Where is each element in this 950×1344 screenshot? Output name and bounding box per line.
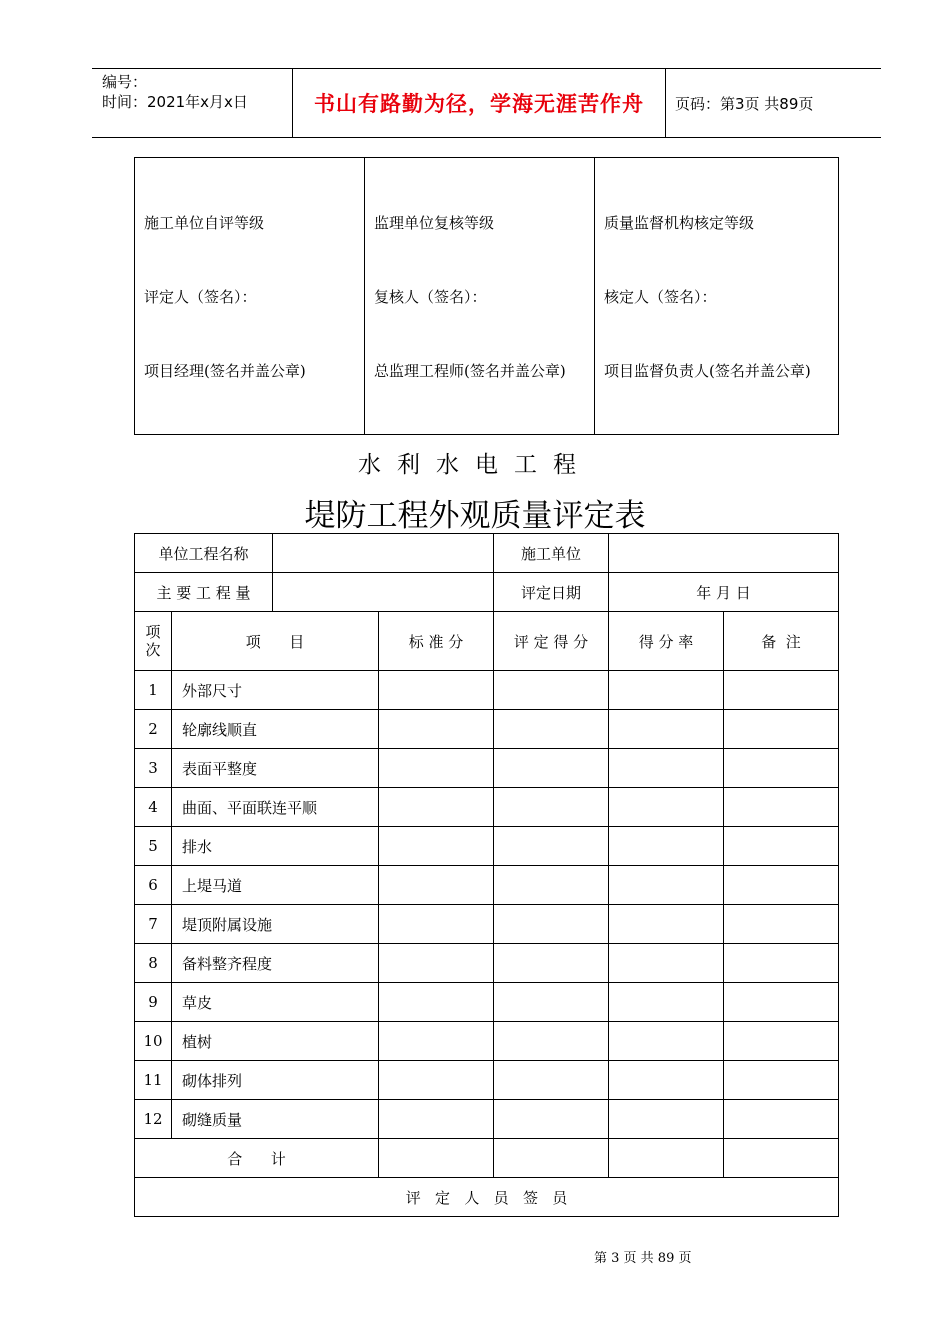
total-standard[interactable] [379,1139,494,1178]
table-row [135,710,839,749]
table-row [135,944,839,983]
row-item: 植树 [172,1022,379,1061]
time-label: 时间：2021年x月x日 [102,93,248,111]
row-number: 3 [135,749,172,788]
row-item: 堤顶附属设施 [172,905,379,944]
row-note[interactable] [724,710,839,749]
row-rate[interactable] [609,1022,724,1061]
leader-label: 项目监督负责人(签名并盖公章) [604,362,811,380]
row-rate[interactable] [609,905,724,944]
row-note[interactable] [724,671,839,710]
signature-table [134,157,839,435]
grade-label: 监理单位复核等级 [374,214,495,232]
grade-label: 施工单位自评等级 [144,214,265,232]
row-rate[interactable] [609,710,724,749]
row-number: 11 [135,1061,172,1100]
row-rate[interactable] [609,1061,724,1100]
date-value[interactable]: 年 月 日 [609,573,839,612]
row-score[interactable] [494,905,609,944]
row-number: 6 [135,866,172,905]
row-note[interactable] [724,1100,839,1139]
row-number: 12 [135,1100,172,1139]
row-score[interactable] [494,749,609,788]
row-standard[interactable] [379,905,494,944]
row-standard[interactable] [379,671,494,710]
table-row [135,866,839,905]
evaluators-label: 评 定 人 员 签 员 [135,1178,839,1217]
table-row [135,671,839,710]
row-number: 10 [135,1022,172,1061]
row-standard[interactable] [379,788,494,827]
page-footer: 第 3 页 共 89 页 [594,1251,692,1266]
row-standard[interactable] [379,710,494,749]
row-score[interactable] [494,671,609,710]
row-item: 备料整齐程度 [172,944,379,983]
row-score[interactable] [494,944,609,983]
signature-cell-quality [595,158,839,435]
table-row [135,1100,839,1139]
row-rate[interactable] [609,788,724,827]
row-note[interactable] [724,827,839,866]
row-note[interactable] [724,905,839,944]
row-score[interactable] [494,1022,609,1061]
column-note: 备 注 [724,612,839,671]
row-number: 7 [135,905,172,944]
row-score[interactable] [494,827,609,866]
row-score[interactable] [494,788,609,827]
table-row [135,788,839,827]
unit-name-label: 单位工程名称 [135,534,273,573]
row-note[interactable] [724,788,839,827]
row-score[interactable] [494,866,609,905]
signature-cell-construction [135,158,365,435]
row-note[interactable] [724,944,839,983]
row-standard[interactable] [379,1022,494,1061]
table-row [135,1061,839,1100]
row-standard[interactable] [379,827,494,866]
row-item: 表面平整度 [172,749,379,788]
column-rate: 得 分 率 [609,612,724,671]
column-item: 项 目 [172,612,379,671]
evaluation-table [134,533,839,1217]
row-note[interactable] [724,1022,839,1061]
row-standard[interactable] [379,1100,494,1139]
leader-label: 总监理工程师(签名并盖公章) [374,362,566,380]
title-line-1: 水利水电工程 [358,452,592,478]
row-item: 轮廓线顺直 [172,710,379,749]
unit-name-value[interactable] [273,534,494,573]
row-standard[interactable] [379,944,494,983]
leader-label: 项目经理(签名并盖公章) [144,362,306,380]
column-index: 项次 [135,612,172,671]
row-item: 砌体排列 [172,1061,379,1100]
header-meta [92,69,292,137]
table-row [135,905,839,944]
row-rate[interactable] [609,983,724,1022]
signer-label: 评定人（签名）： [144,288,257,306]
row-number: 4 [135,788,172,827]
row-score[interactable] [494,1061,609,1100]
row-item: 曲面、平面联连平顺 [172,788,379,827]
quantity-value[interactable] [273,573,494,612]
row-standard[interactable] [379,983,494,1022]
row-score[interactable] [494,1100,609,1139]
row-rate[interactable] [609,827,724,866]
title-line-2: 堤防工程外观质量评定表 [304,498,646,534]
row-standard[interactable] [379,866,494,905]
grade-label: 质量监督机构核定等级 [604,214,755,232]
total-rate[interactable] [609,1139,724,1178]
row-note[interactable] [724,866,839,905]
row-note[interactable] [724,749,839,788]
row-score[interactable] [494,983,609,1022]
row-number: 5 [135,827,172,866]
row-number: 8 [135,944,172,983]
row-item: 排水 [172,827,379,866]
row-rate[interactable] [609,866,724,905]
signature-cell-supervision [365,158,595,435]
row-item: 上堤马道 [172,866,379,905]
row-rate[interactable] [609,944,724,983]
total-note[interactable] [724,1139,839,1178]
row-rate[interactable] [609,1100,724,1139]
row-rate[interactable] [609,749,724,788]
quantity-label: 主 要 工 程 量 [135,573,273,612]
row-item: 砌缝质量 [172,1100,379,1139]
date-label: 评定日期 [494,573,609,612]
column-score: 评 定 得 分 [494,612,609,671]
row-number: 2 [135,710,172,749]
row-standard[interactable] [379,1061,494,1100]
total-score[interactable] [494,1139,609,1178]
row-item: 草皮 [172,983,379,1022]
number-label: 编号： [102,73,148,91]
row-standard[interactable] [379,749,494,788]
row-number: 9 [135,983,172,1022]
row-item: 外部尺寸 [172,671,379,710]
table-row [135,983,839,1022]
row-note[interactable] [724,1061,839,1100]
table-row [135,1022,839,1061]
contractor-value[interactable] [609,534,839,573]
total-label: 合 计 [135,1139,379,1178]
row-rate[interactable] [609,671,724,710]
table-row [135,827,839,866]
table-row [135,749,839,788]
row-score[interactable] [494,710,609,749]
signer-label: 复核人（签名）： [374,288,487,306]
column-standard: 标 准 分 [379,612,494,671]
contractor-label: 施工单位 [494,534,609,573]
row-note[interactable] [724,983,839,1022]
page-label: 页码：第3页 共89页 [675,95,814,113]
page-header [92,68,881,138]
motto: 书山有路勤为径，学海无涯苦作舟 [314,92,644,116]
row-number: 1 [135,671,172,710]
signer-label: 核定人（签名）： [604,288,717,306]
